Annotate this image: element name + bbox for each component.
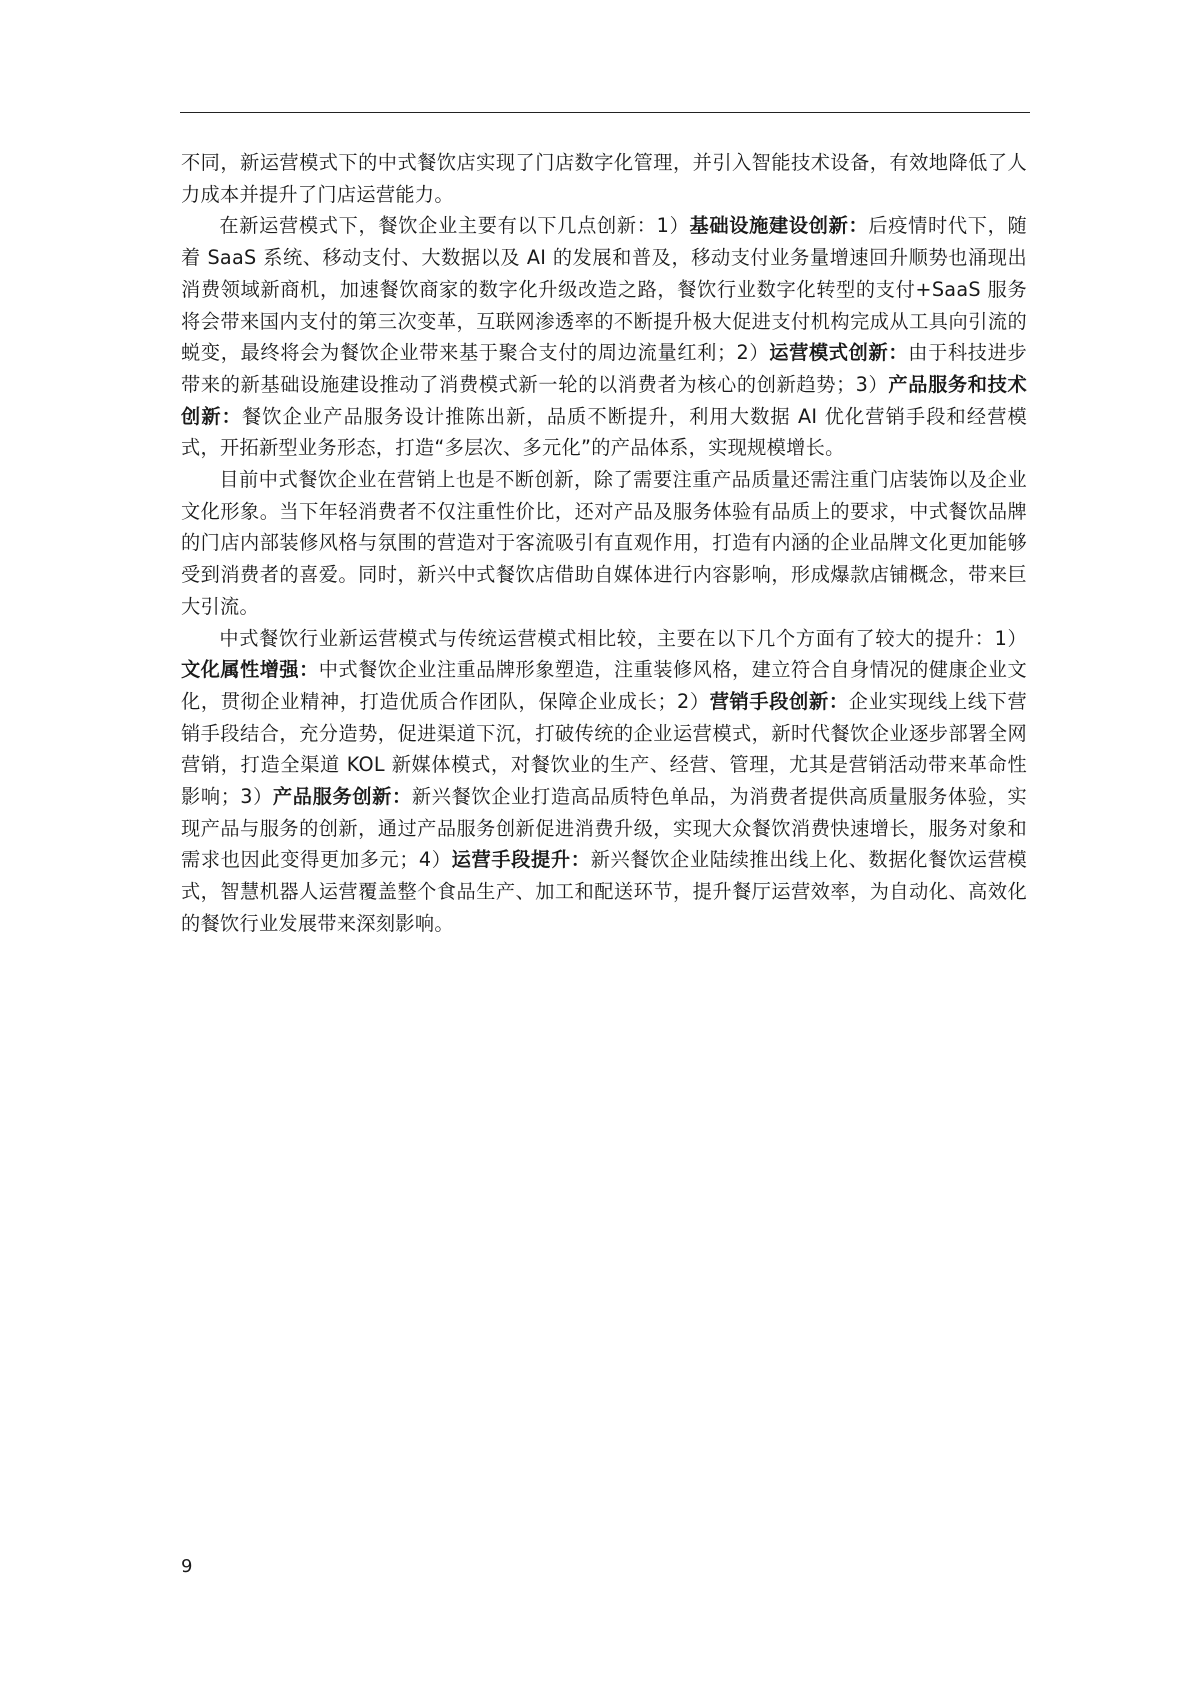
bold-heading-product-tech: 产品服务和技术创新： [181,372,1027,428]
bold-heading-marketing: 营销手段创新： [709,689,849,713]
paragraph-3 [181,464,1027,623]
page-number: 9 [181,1556,193,1577]
paragraph-4 [181,623,1027,940]
header-rule [180,112,1030,113]
paragraph-1 [181,147,1027,210]
text-run: 中式餐饮行业新运营模式与传统运营模式相比较，主要在以下几个方面有了较大的提升：1） [219,626,1027,650]
bold-heading-operation-means: 运营手段提升： [451,848,591,872]
page-body [181,147,1027,940]
text-run: 后疫情时代下，随着 SaaS 系统、移动支付、大数据以及 AI 的发展和普及，移动支付业务量增速回升顺势也涌现出消费领域新商机，加速餐饮商家的数字化升级改造之路，餐饮行业数字化转型的支付+SaaS 服务将会带来国内支付的第三次变革，互联网渗透率的不断提升极大促进支付机构完成从工具向引流的蜕变，最终将会为餐饮企业带来基于聚合支付的周边流量红利；2） [181,214,1028,365]
text-run: 由于科技进步带来的新基础设施建设推动了消费模式新一轮的以消费者为核心的创新趋势；3） [181,341,1027,396]
text-run: 新兴餐饮企业打造高品质特色单品，为消费者提供高质量服务体验，实现产品与服务的创新，通过产品服务创新促进消费升级，实现大众餐饮消费快速增长，服务对象和需求也因此变得更加多元；4） [181,785,1027,872]
bold-heading-product-service: 产品服务创新： [272,785,412,809]
bold-heading-culture: 文化属性增强： [181,658,319,682]
paragraph-2 [181,210,1027,464]
text-run: 餐饮企业产品服务设计推陈出新，品质不断提升，利用大数据 AI 优化营销手段和经营模式，开拓新型业务形态，打造“多层次、多元化”的产品体系，实现规模增长。 [181,404,1028,460]
text-run: 目前中式餐饮企业在营销上也是不断创新，除了需要注重产品质量还需注重门店装饰以及企业文化形象。当下年轻消费者不仅注重性价比，还对产品及服务体验有品质上的要求，中式餐饮品牌的门店内部装修风格与氛围的营造对于客流吸引有直观作用，打造有内涵的企业品牌文化更加能够受到消费者的喜爱。同时，新兴中式餐饮店借助自媒体进行内容影响，形成爆款店铺概念，带来巨大引流。 [181,468,1027,618]
text-run: 不同，新运营模式下的中式餐饮店实现了门店数字化管理，并引入智能技术设备，有效地降低了人力成本并提升了门店运营能力。 [181,151,1027,206]
text-run: 在新运营模式下，餐饮企业主要有以下几点创新：1） [219,214,690,238]
text-run: 中式餐饮企业注重品牌形象塑造，注重装修风格，建立符合自身情况的健康企业文化，贯彻企业精神，打造优质合作团队，保障企业成长；2） [181,658,1027,713]
text-run: 企业实现线上线下营销手段结合，充分造势，促进渠道下沉，打破传统的企业运营模式，新时代餐饮企业逐步部署全网营销，打造全渠道 KOL 新媒体模式，对餐饮业的生产、经营、管理，尤其是营销活动带来革命性影响；3） [181,689,1028,809]
bold-heading-operation-model: 运营模式创新： [769,341,909,365]
text-run: 新兴餐饮企业陆续推出线上化、数据化餐饮运营模式，智慧机器人运营覆盖整个食品生产、加工和配送环节，提升餐厅运营效率，为自动化、高效化的餐饮行业发展带来深刻影响。 [181,848,1027,935]
bold-heading-infrastructure: 基础设施建设创新： [689,214,869,238]
